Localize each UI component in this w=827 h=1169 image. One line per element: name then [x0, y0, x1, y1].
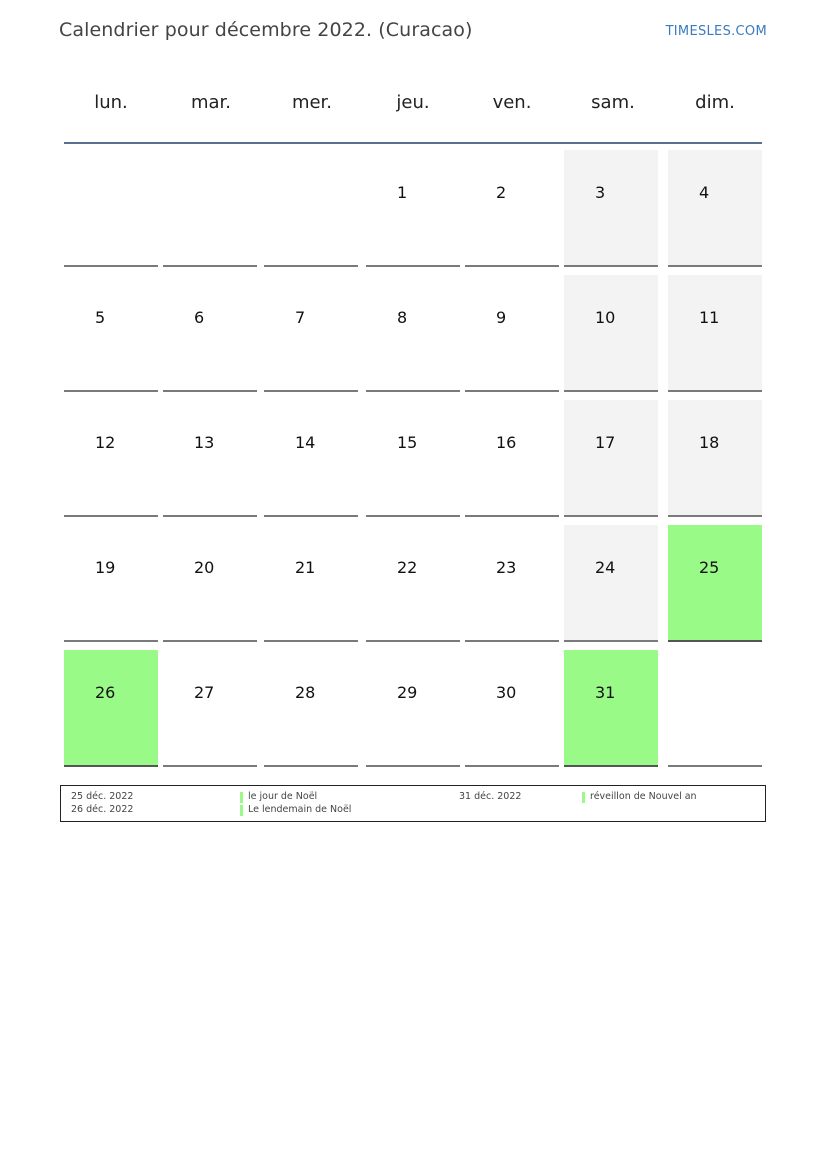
day-cell-11[interactable] — [668, 275, 762, 392]
legend-color-swatch — [240, 805, 243, 816]
day-cell-25[interactable] — [668, 525, 762, 642]
day-cell-29[interactable] — [366, 650, 460, 767]
day-cell-18[interactable] — [668, 400, 762, 517]
day-cell-23[interactable] — [465, 525, 559, 642]
day-cell-24[interactable] — [564, 525, 658, 642]
empty-day-cell — [668, 650, 762, 767]
day-number: 16 — [496, 433, 517, 452]
weekday-header-wed: mer. — [291, 92, 333, 113]
day-number: 25 — [699, 558, 720, 577]
empty-day-cell — [64, 150, 158, 267]
day-number: 21 — [295, 558, 316, 577]
day-cell-6[interactable] — [163, 275, 257, 392]
page-title: Calendrier pour décembre 2022. (Curacao) — [59, 19, 473, 41]
day-cell-5[interactable] — [64, 275, 158, 392]
day-number: 23 — [496, 558, 517, 577]
day-cell-19[interactable] — [64, 525, 158, 642]
day-cell-17[interactable] — [564, 400, 658, 517]
day-number: 14 — [295, 433, 316, 452]
day-number: 22 — [397, 558, 418, 577]
weekday-header-thu: jeu. — [396, 92, 430, 113]
day-cell-30[interactable] — [465, 650, 559, 767]
day-cell-13[interactable] — [163, 400, 257, 517]
day-number: 7 — [295, 308, 306, 327]
day-number: 27 — [194, 683, 215, 702]
header-divider — [64, 142, 762, 144]
legend-color-swatch — [240, 792, 243, 803]
day-cell-15[interactable] — [366, 400, 460, 517]
day-number: 1 — [397, 183, 408, 202]
day-number: 13 — [194, 433, 215, 452]
day-cell-4[interactable] — [668, 150, 762, 267]
day-cell-8[interactable] — [366, 275, 460, 392]
day-cell-21[interactable] — [264, 525, 358, 642]
day-number: 9 — [496, 308, 507, 327]
empty-day-cell — [163, 150, 257, 267]
day-cell-26[interactable] — [64, 650, 158, 767]
day-number: 8 — [397, 308, 408, 327]
day-number: 15 — [397, 433, 418, 452]
day-number: 30 — [496, 683, 517, 702]
weekday-header-sun: dim. — [695, 92, 735, 113]
day-cell-9[interactable] — [465, 275, 559, 392]
weekday-header-tue: mar. — [190, 92, 232, 113]
day-number: 24 — [595, 558, 616, 577]
weekday-header-mon: lun. — [94, 92, 128, 113]
day-cell-3[interactable] — [564, 150, 658, 267]
day-number: 28 — [295, 683, 316, 702]
day-number: 18 — [699, 433, 720, 452]
legend-holiday-name: Le lendemain de Noël — [248, 804, 352, 815]
day-cell-27[interactable] — [163, 650, 257, 767]
day-cell-31[interactable] — [564, 650, 658, 767]
day-cell-1[interactable] — [366, 150, 460, 267]
day-number: 19 — [95, 558, 116, 577]
legend-holiday-name: réveillon de Nouvel an — [590, 791, 697, 802]
day-cell-28[interactable] — [264, 650, 358, 767]
day-number: 29 — [397, 683, 418, 702]
day-number: 31 — [595, 683, 616, 702]
day-cell-20[interactable] — [163, 525, 257, 642]
day-cell-16[interactable] — [465, 400, 559, 517]
day-cell-12[interactable] — [64, 400, 158, 517]
day-number: 6 — [194, 308, 205, 327]
day-number: 2 — [496, 183, 507, 202]
weekday-header-sat: sam. — [591, 92, 635, 113]
day-cell-22[interactable] — [366, 525, 460, 642]
day-cell-10[interactable] — [564, 275, 658, 392]
legend-date: 31 déc. 2022 — [459, 791, 522, 802]
day-cell-14[interactable] — [264, 400, 358, 517]
day-number: 3 — [595, 183, 606, 202]
legend-holiday-name: le jour de Noël — [248, 791, 318, 802]
day-cell-7[interactable] — [264, 275, 358, 392]
holiday-legend — [60, 785, 766, 822]
day-number: 12 — [95, 433, 116, 452]
day-number: 20 — [194, 558, 215, 577]
legend-date: 25 déc. 2022 — [71, 791, 134, 802]
empty-day-cell — [264, 150, 358, 267]
day-cell-2[interactable] — [465, 150, 559, 267]
legend-color-swatch — [582, 792, 585, 803]
day-number: 10 — [595, 308, 616, 327]
day-number: 5 — [95, 308, 106, 327]
day-number: 17 — [595, 433, 616, 452]
weekday-header-fri: ven. — [492, 92, 532, 113]
day-number: 26 — [95, 683, 116, 702]
legend-date: 26 déc. 2022 — [71, 804, 134, 815]
day-number: 4 — [699, 183, 710, 202]
day-number: 11 — [699, 308, 720, 327]
brand-link[interactable]: TIMESLES.COM — [665, 24, 767, 39]
